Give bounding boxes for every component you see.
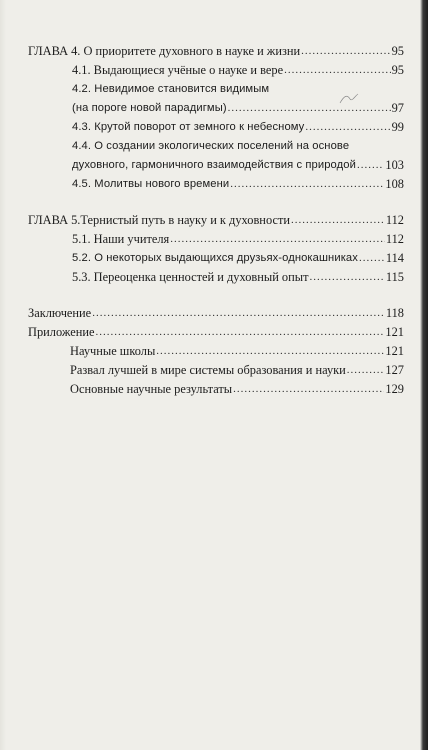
entry-title: 5.2. О некоторых выдающихся друзьях-однокашниках [72, 252, 358, 264]
entry-title: 4.1. Выдающиеся учёные о науке и вере [72, 63, 284, 77]
entry-page: 97 [391, 101, 404, 115]
toc-entry[interactable] [28, 59, 404, 78]
entry-page: 121 [385, 325, 404, 339]
toc-entry[interactable] [28, 116, 404, 135]
toc-entry[interactable] [28, 209, 404, 228]
toc-entry[interactable] [28, 302, 404, 321]
dot-leader [156, 343, 384, 359]
dot-leader [310, 269, 385, 285]
entry-title: ГЛАВА 5.Тернистый путь в науку и к духовности [28, 213, 290, 227]
toc-entry[interactable] [28, 135, 404, 154]
dot-leader [230, 176, 384, 192]
entry-title: 4.2. Невидимое становится видимым [72, 83, 270, 95]
entry-page: 127 [385, 363, 404, 377]
toc-entry[interactable] [28, 173, 404, 192]
dot-leader [228, 100, 391, 116]
entry-page: 129 [385, 382, 404, 396]
entry-page: 103 [385, 158, 404, 172]
entry-title: 5.1. Наши учителя [72, 232, 170, 246]
toc-entry[interactable] [28, 378, 404, 397]
dot-leader [291, 212, 385, 228]
dot-leader [233, 381, 384, 397]
toc-entry[interactable] [28, 359, 404, 378]
toc-entry[interactable] [28, 247, 404, 266]
entry-page: 108 [385, 177, 404, 191]
entry-title: Основные научные результаты [70, 382, 233, 396]
entry-page: 95 [391, 44, 404, 58]
dot-leader [170, 231, 385, 247]
entry-page: 112 [385, 232, 404, 246]
toc-entry[interactable] [28, 321, 404, 340]
entry-page: 112 [385, 213, 404, 227]
dot-leader [284, 62, 391, 78]
entry-title: ГЛАВА 4. О приоритете духовного в науке и жизни [28, 44, 301, 58]
toc-entry[interactable] [28, 78, 404, 97]
entry-page: 118 [385, 306, 404, 320]
entry-title: Научные школы [70, 344, 156, 358]
entry-title: 4.3. Крутой поворот от земного к небесному [72, 121, 305, 133]
entry-title: Заключение [28, 306, 92, 320]
dot-leader [347, 362, 385, 378]
dot-leader [357, 157, 384, 173]
toc-entry[interactable] [28, 97, 404, 116]
entry-title: Приложение [28, 325, 95, 339]
toc-back-matter [28, 302, 404, 397]
entry-page: 99 [391, 120, 404, 134]
dot-leader [359, 250, 385, 266]
entry-title: 4.4. О создании экологических поселений на основе [72, 140, 350, 152]
toc-chapter-5 [28, 209, 404, 285]
toc-entry[interactable] [28, 40, 404, 59]
toc-entry[interactable] [28, 228, 404, 247]
toc-entry[interactable] [28, 266, 404, 285]
entry-title: 5.3. Переоценка ценностей и духовный опыт [72, 270, 309, 284]
toc-chapter-4 [28, 40, 404, 192]
dot-leader [305, 119, 390, 135]
table-of-contents [28, 40, 404, 414]
dot-leader [301, 43, 390, 59]
dot-leader [92, 305, 385, 321]
toc-entry[interactable] [28, 340, 404, 359]
entry-page: 114 [385, 251, 404, 265]
entry-page: 95 [391, 63, 404, 77]
entry-title: духовного, гармоничного взаимодействия с природой [72, 159, 356, 171]
entry-page: 115 [385, 270, 404, 284]
entry-page: 121 [385, 344, 404, 358]
entry-title: 4.5. Молитвы нового времени [72, 178, 230, 190]
entry-title: Развал лучшей в мире системы образования и науки [70, 363, 346, 377]
toc-entry[interactable] [28, 154, 404, 173]
entry-title: (на пороге новой парадигмы) [72, 102, 227, 114]
dot-leader [96, 324, 385, 340]
